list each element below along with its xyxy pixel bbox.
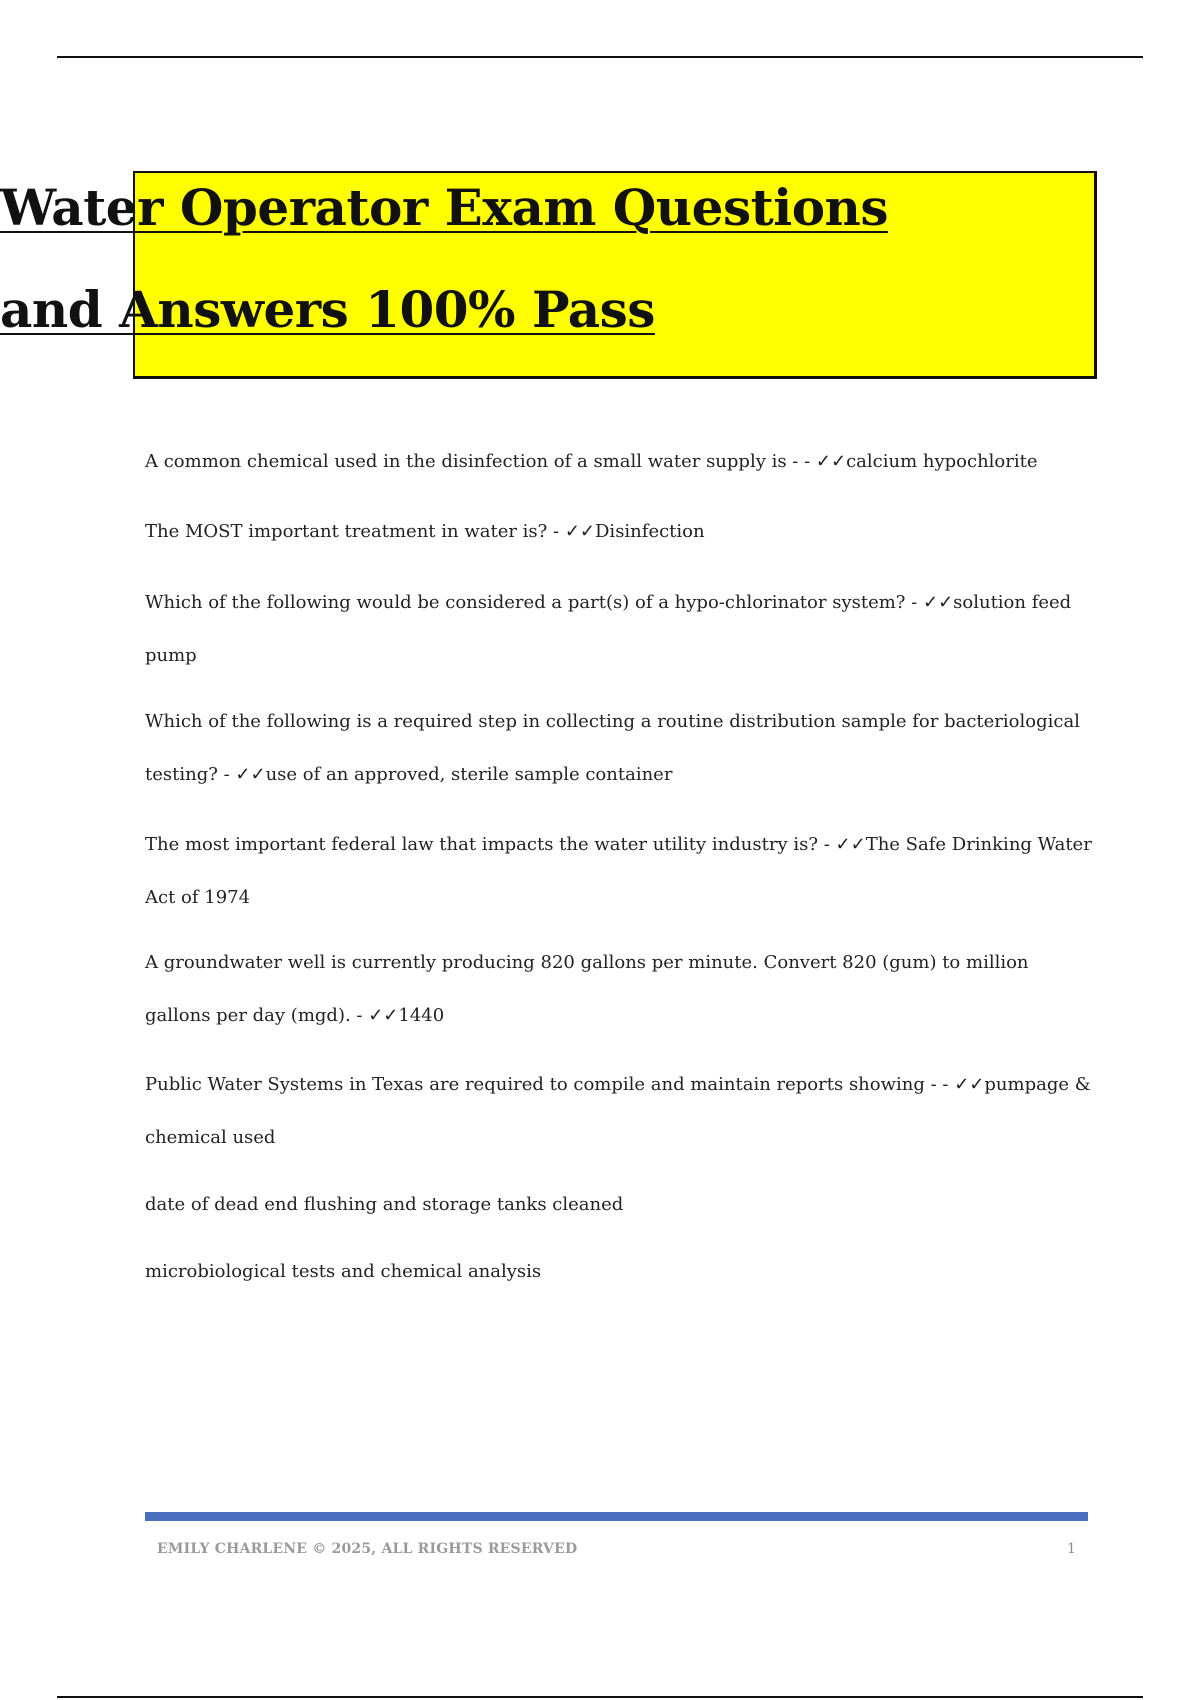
qa-item-9: microbiological tests and chemical analysis xyxy=(145,1261,542,1282)
qa-item-3: Which of the following would be considered a part(s) of a hypo-chlorinator system? - ✓✓solution feed pump xyxy=(145,592,1072,666)
qa-item-4: Which of the following is a required step in collecting a routine distribution sample for bacteriological testing? - ✓✓use of an approved, sterile sample container xyxy=(145,711,1080,785)
title-text-2: and Answers 100% Pass xyxy=(0,280,655,339)
qa-item-1: A common chemical used in the disinfection of a small water supply is - - ✓✓calcium hypochlorite xyxy=(145,451,1038,472)
qa-item-5: The most important federal law that impacts the water utility industry is? - ✓✓The Safe Drinking Water Act of 1974 xyxy=(145,834,1092,908)
qa-item-8: date of dead end flushing and storage tanks cleaned xyxy=(145,1194,624,1215)
footer-page-number: 1 xyxy=(1067,1541,1077,1557)
document-title-line-1 xyxy=(0,178,1200,238)
bottom-page-rule xyxy=(57,1696,1143,1698)
qa-item-6: A groundwater well is currently producing 820 gallons per minute. Convert 820 (gum) to million gallons per day (mgd). - ✓✓1440 xyxy=(145,952,1029,1026)
footer-copyright: EMILY CHARLENE © 2025, ALL RIGHTS RESERVED xyxy=(157,1541,578,1557)
qa-item-2: The MOST important treatment in water is? - ✓✓Disinfection xyxy=(145,521,705,542)
document-title-line-2 xyxy=(0,280,1200,340)
title-text-1: Water Operator Exam Questions xyxy=(0,178,889,237)
top-page-rule xyxy=(57,56,1143,58)
qa-item-7: Public Water Systems in Texas are required to compile and maintain reports showing - - ✓✓pumpage & chemical used xyxy=(145,1074,1091,1148)
footer-divider-bar xyxy=(145,1512,1088,1521)
